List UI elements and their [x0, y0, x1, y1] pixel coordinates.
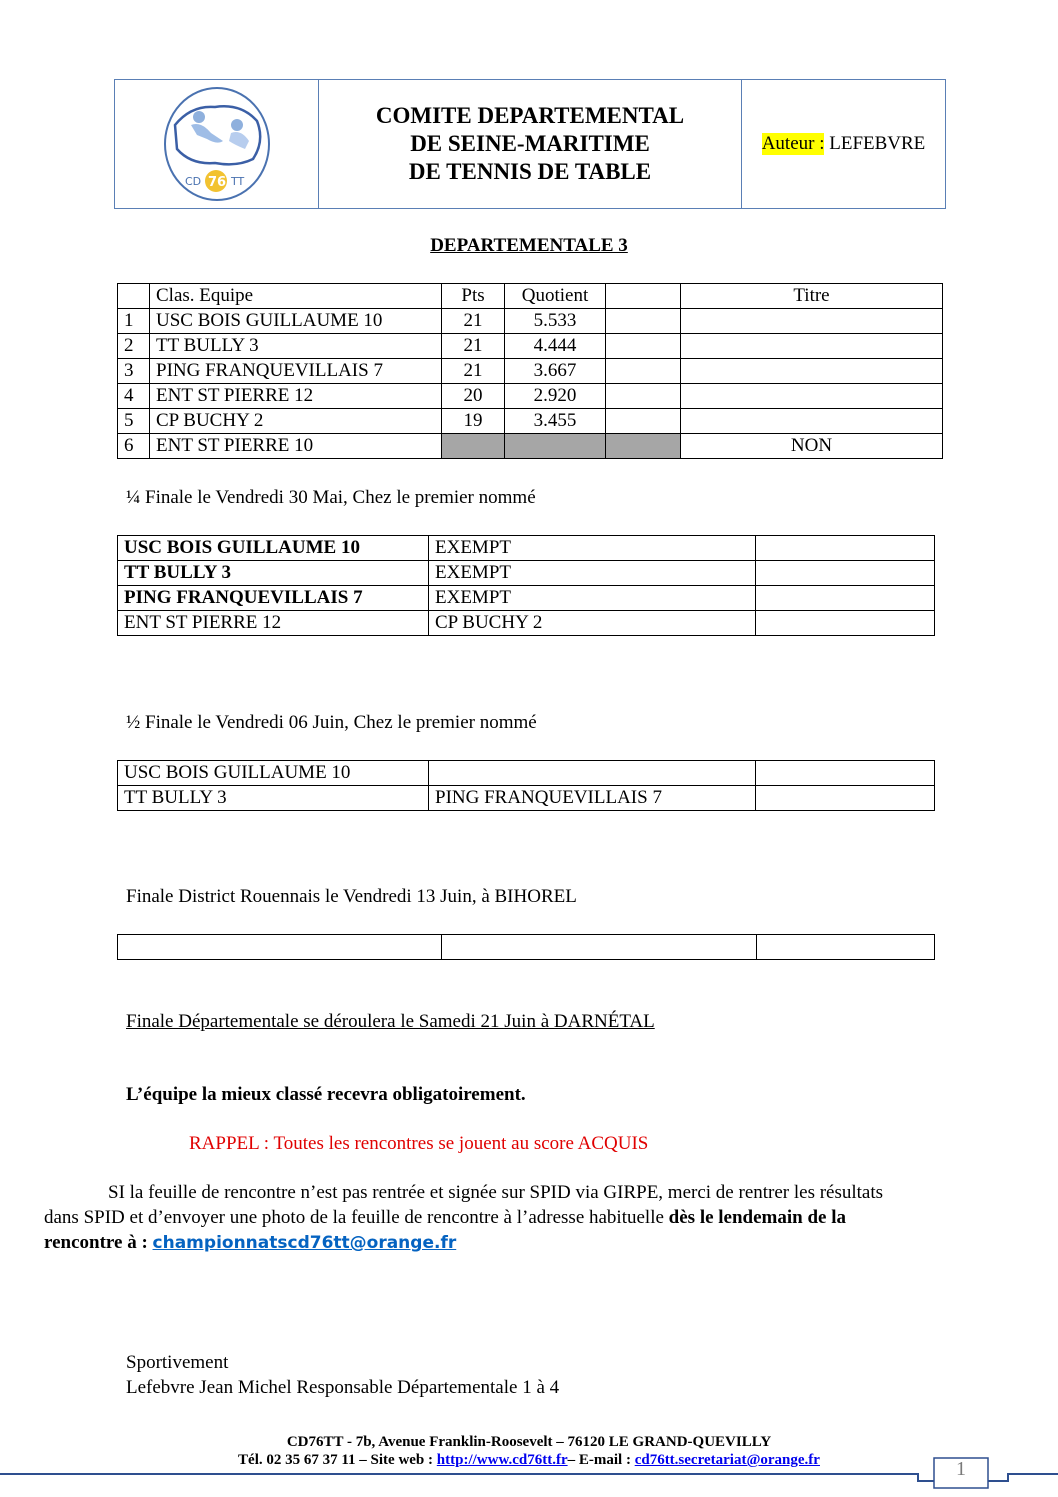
team-cell: USC BOIS GUILLAUME 10	[150, 309, 442, 334]
quarter-final-heading: ¼ Finale le Vendredi 30 Mai, Chez le premier nommé	[126, 487, 536, 508]
footer-email-link[interactable]: cd76tt.secretariat@orange.fr	[634, 1452, 820, 1468]
header-rank	[118, 284, 150, 309]
home-team-cell: ENT ST PIERRE 12	[118, 611, 429, 636]
pts-cell: 21	[442, 309, 505, 334]
extra-cell	[606, 309, 681, 334]
reminder-text: RAPPEL : Toutes les rencontres se jouent au score ACQUIS	[189, 1133, 649, 1154]
team-cell: CP BUCHY 2	[150, 409, 442, 434]
signature-closing: Sportivement	[126, 1352, 229, 1373]
extra-cell	[606, 409, 681, 434]
table-row	[118, 334, 943, 359]
team-cell: ENT ST PIERRE 10	[150, 434, 442, 459]
district-final-heading: Finale District Rouennais le Vendredi 13 Juin, à BIHOREL	[126, 886, 577, 907]
result-cell	[756, 611, 935, 636]
titre-cell	[681, 309, 943, 334]
instructions-line-2-bold: dès le lendemain de la	[668, 1207, 847, 1228]
pts-cell	[442, 434, 505, 459]
extra-cell	[606, 384, 681, 409]
result-cell	[756, 786, 935, 811]
quotient-cell: 4.444	[505, 334, 606, 359]
home-team-cell: USC BOIS GUILLAUME 10	[118, 761, 429, 786]
logo-text-cd: CD	[184, 175, 201, 188]
quotient-cell: 2.920	[505, 384, 606, 409]
table-row	[118, 611, 935, 636]
table-row	[118, 761, 935, 786]
home-team-cell: PING FRANQUEVILLAIS 7	[118, 586, 429, 611]
empty-cell	[118, 935, 442, 960]
team-cell: PING FRANQUEVILLAIS 7	[150, 359, 442, 384]
logo-text-76: 76	[207, 175, 226, 190]
away-team-cell: CP BUCHY 2	[429, 611, 756, 636]
header-box	[114, 79, 946, 209]
titre-cell	[681, 359, 943, 384]
quotient-cell: 3.667	[505, 359, 606, 384]
team-cell: TT BULLY 3	[150, 334, 442, 359]
signature-name: Lefebvre Jean Michel Responsable Départementale 1 à 4	[126, 1377, 560, 1398]
footer-rule-line	[0, 1474, 1058, 1481]
instructions-line-1: SI la feuille de rencontre n’est pas rentrée et signée sur SPID via GIRPE, merci de rentrer les résultats	[108, 1182, 884, 1203]
championnat-email-link[interactable]: championnatscd76tt@orange.fr	[152, 1233, 457, 1253]
rank-cell: 2	[118, 334, 150, 359]
result-cell	[756, 586, 935, 611]
away-team-cell: EXEMPT	[429, 586, 756, 611]
table-row	[118, 786, 935, 811]
note-bold: L’équipe la mieux classé recevra obligatoirement.	[126, 1084, 526, 1105]
table-row	[118, 561, 935, 586]
footer-website-link[interactable]: http://www.cd76tt.fr	[436, 1452, 568, 1468]
table-row	[118, 409, 943, 434]
titre-cell	[681, 384, 943, 409]
pts-cell: 21	[442, 359, 505, 384]
away-team-cell: EXEMPT	[429, 536, 756, 561]
rank-cell: 6	[118, 434, 150, 459]
titre-cell: NON	[681, 434, 943, 459]
table-row	[118, 434, 943, 459]
footer-rule	[0, 1450, 1058, 1497]
logo-text-tt: TT	[230, 175, 244, 188]
away-team-cell: EXEMPT	[429, 561, 756, 586]
away-team-cell	[429, 761, 756, 786]
instructions-line-3-bold: rencontre à :	[44, 1232, 153, 1253]
rank-cell: 1	[118, 309, 150, 334]
extra-cell	[606, 434, 681, 459]
away-team-cell: PING FRANQUEVILLAIS 7	[429, 786, 756, 811]
rank-cell: 5	[118, 409, 150, 434]
page-number: 1	[956, 1458, 966, 1480]
home-team-cell: TT BULLY 3	[118, 786, 429, 811]
cd76tt-logo	[161, 85, 273, 203]
header-extra	[606, 284, 681, 309]
instructions-line-2	[44, 1206, 846, 1230]
result-cell	[756, 761, 935, 786]
header-titre: Titre	[681, 284, 943, 309]
rank-cell: 4	[118, 384, 150, 409]
organisation-title	[319, 80, 742, 208]
quarter-final-table	[117, 535, 935, 636]
pts-cell: 21	[442, 334, 505, 359]
table-header-row	[118, 284, 943, 309]
quotient-cell: 5.533	[505, 309, 606, 334]
rank-cell: 3	[118, 359, 150, 384]
pts-cell: 20	[442, 384, 505, 409]
logo-cell	[115, 80, 319, 208]
table-row	[118, 309, 943, 334]
title-line-3: DE TENNIS DE TABLE	[408, 159, 652, 184]
header-pts: Pts	[442, 284, 505, 309]
footer-address: CD76TT - 7b, Avenue Franklin-Roosevelt – 76120 LE GRAND-QUEVILLY	[286, 1434, 772, 1450]
quotient-cell	[505, 434, 606, 459]
district-final-table	[117, 934, 935, 960]
author-label: Auteur :	[761, 133, 825, 154]
header-quotient: Quotient	[505, 284, 606, 309]
home-team-cell: USC BOIS GUILLAUME 10	[118, 536, 429, 561]
extra-cell	[606, 334, 681, 359]
title-line-1: COMITE DEPARTEMENTAL	[375, 103, 685, 128]
header-team: Clas. Equipe	[150, 284, 442, 309]
semi-final-table	[117, 760, 935, 811]
departmental-final-text: Finale Départementale se déroulera le Samedi 21 Juin à DARNÉTAL	[126, 1011, 655, 1032]
division-title: DEPARTEMENTALE 3	[430, 235, 628, 256]
table-row	[118, 359, 943, 384]
titre-cell	[681, 334, 943, 359]
instructions-line-3	[44, 1231, 456, 1255]
team-cell: ENT ST PIERRE 12	[150, 384, 442, 409]
home-team-cell: TT BULLY 3	[118, 561, 429, 586]
empty-cell	[757, 935, 935, 960]
quotient-cell: 3.455	[505, 409, 606, 434]
standings-table	[117, 283, 943, 459]
author-name: LEFEBVRE	[829, 133, 926, 154]
table-row	[118, 586, 935, 611]
titre-cell	[681, 409, 943, 434]
result-cell	[756, 536, 935, 561]
author-cell	[742, 80, 945, 208]
title-line-2: DE SEINE-MARITIME	[410, 131, 650, 156]
semi-final-heading: ½ Finale le Vendredi 06 Juin, Chez le premier nommé	[126, 712, 537, 733]
footer-phone: Tél. 02 35 67 37 11 – Site web :	[238, 1452, 437, 1468]
pts-cell: 19	[442, 409, 505, 434]
extra-cell	[606, 359, 681, 384]
table-row	[118, 935, 935, 960]
table-row	[118, 536, 935, 561]
instructions-line-2-normal: dans SPID et d’envoyer une photo de la feuille de rencontre à l’adresse habituelle	[44, 1207, 669, 1228]
footer-email-label: – E-mail :	[567, 1452, 635, 1468]
table-row	[118, 384, 943, 409]
result-cell	[756, 561, 935, 586]
empty-cell	[442, 935, 757, 960]
